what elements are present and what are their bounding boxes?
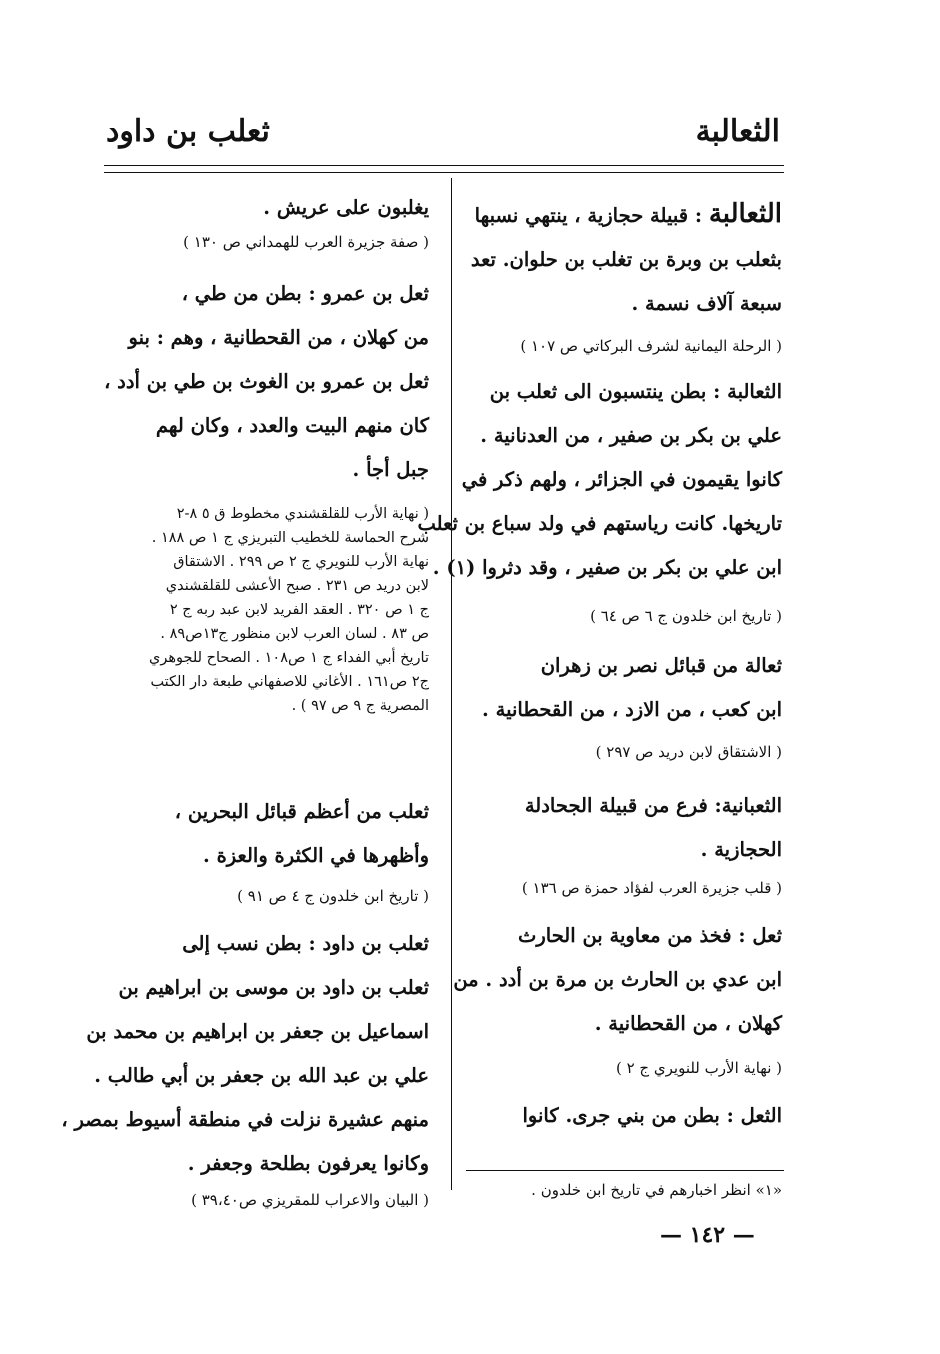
source-citation: ( نهاية الأرب للنويري ج ٢ ) (615, 1059, 782, 1077)
running-header-left: ثعلب بن داود (106, 114, 270, 149)
entry-line: سبعة آلاف نسمة . (631, 292, 782, 315)
entry-line: من كهلان ، من القحطانية ، وهم : بنو (128, 326, 429, 349)
citation-line: شرح الحماسة للخطيب التبريزي ج ١ ص ١٨٨ . (151, 530, 429, 546)
entry-line: ثعل بن عمرو : بطن من طي ، (181, 282, 429, 305)
footnote: «١» انظر اخبارهم في تاريخ ابن خلدون . (531, 1181, 782, 1199)
entry-continuation (99, 186, 429, 230)
entry-line: علي بن عبد الله بن جعفر بن أبي طالب . (94, 1064, 429, 1087)
entry-line: يغلبون على عريش . (263, 196, 429, 219)
entry-thual (453, 914, 782, 1046)
entry-title: الثعالبة (708, 199, 782, 229)
column-separator (451, 178, 452, 1190)
source-citation: ( تاريخ ابن خلدون ج ٤ ص ٩١ ) (237, 887, 429, 905)
entry-line: الثعبانية: فرع من قبيلة الجحادلة (524, 794, 782, 817)
entry-thaalab (99, 790, 429, 878)
citation-line: ( نهاية الأرب للقلقشندي مخطوط ق ٥ ٨-٢ (176, 506, 429, 522)
entry-line: وكانوا يعرفون بطلحة وجعفر . (187, 1152, 429, 1175)
source-citation: ( البيان والاعراب للمقريزي ص٣٩،٤٠ ) (191, 1191, 429, 1209)
source-citation: ( صفة جزيرة العرب للهمداني ص ١٣٠ ) (183, 233, 429, 251)
entry-line: كانوا يقيمون في الجزائر ، ولهم ذكر في (461, 468, 782, 491)
entry-line: تاريخها. كانت رياستهم في ولد سباع بن ثعلب (417, 512, 782, 535)
entry-line: كان منهم البيت والعدد ، وكان لهم (155, 414, 429, 437)
source-citation: ( قلب جزيرة العرب لفؤاد حمزة ص ١٣٦ ) (521, 879, 782, 897)
entry-line: ابن كعب ، من الازد ، من القحطانية . (482, 698, 782, 721)
citation-line: المصرية ج ٩ ص ٩٧ ) . (291, 698, 429, 714)
entry-line (462, 192, 782, 238)
entry-line: اسماعيل بن جعفر بن ابراهيم بن محمد بن (86, 1020, 429, 1043)
entry-thaabaniya (462, 784, 782, 872)
entry-line: ثعل : فخذ من معاوية بن الحارث (518, 924, 782, 947)
entry-thual-ibn-amr (99, 272, 429, 492)
citation-line: نهاية الأرب للنويري ج ٢ ص ٢٩٩ . الاشتقاق (173, 554, 429, 570)
entry-line: كهلان ، من القحطانية . (594, 1012, 782, 1035)
citation-line: لابن دريد ص ٢٣١ . صبح الأعشى للقلقشندي (165, 578, 429, 594)
citation-line: ص ٨٣ . لسان العرب لابن منظور ج١٣ص٨٩ . (160, 626, 429, 642)
entry-thuala (462, 644, 782, 732)
entry-line: ابن علي بن بكر بن صفير ، وقد دثروا (١) . (432, 556, 782, 579)
source-citation: ( الرحلة اليمانية لشرف البركاتي ص ١٠٧ ) (520, 337, 782, 355)
entry-line: ثعل بن عمرو بن الغوث بن طي بن أدد ، (104, 370, 429, 393)
entry-line: جبل أجأ . (352, 458, 429, 481)
entry-line: ثعلب بن داود : بطن نسب إلى (182, 932, 429, 955)
citation-line: ج ١ ص ٣٢٠ . العقد الفريد لابن عبد ربه ج ٢ (169, 602, 429, 618)
running-header-right: الثعالبة (695, 114, 780, 149)
entry-line: الثعل : بطن من بني جرى. كانوا (522, 1104, 782, 1127)
entry-line: ابن عدي بن الحارث بن مرة بن أدد . من (453, 968, 782, 991)
entry-thaalab-ibn-dawud (61, 922, 429, 1186)
entry-line: الحجازية . (700, 838, 782, 861)
entry-line: ثعالة من قبائل نصر بن زهران (540, 654, 782, 677)
entry-line: علي بن بكر بن صفير ، من العدنانية . (480, 424, 782, 447)
entry-al-thual (462, 1094, 782, 1138)
page-number: — ١٤٢ — (660, 1222, 755, 1248)
source-citation-list (99, 502, 429, 718)
source-citation: ( تاريخ ابن خلدون ج ٦ ص ٦٤ ) (590, 607, 782, 625)
citation-line: ج٢ ص١٦١ . الأغاني للاصفهاني طبعة دار الكتب (150, 674, 429, 690)
entry-line: ثعلب من أعظم قبائل البحرين ، (174, 800, 429, 823)
entry-thaaliba-adnan (417, 370, 782, 590)
source-citation: ( الاشتقاق لابن دريد ص ٢٩٧ ) (595, 743, 782, 761)
entry-line: بثعلب بن وبرة بن تغلب بن حلوان. تعد (470, 248, 782, 271)
entry-thaaliba-hijaz (462, 192, 782, 326)
footnote-rule (466, 1170, 784, 1171)
entry-line: منهم عشيرة نزلت في منطقة أسيوط بمصر ، (61, 1108, 429, 1131)
header-rule-bottom (104, 172, 784, 173)
header-rule-top (104, 165, 784, 166)
entry-line: وأظهرها في الكثرة والعزة . (203, 844, 429, 867)
entry-line: ثعلب بن داود بن موسى بن ابراهيم بن (118, 976, 429, 999)
citation-line: تاريخ أبي الفداء ج ١ ص١٠٨ . الصحاح للجوهري (148, 650, 429, 666)
entry-line: الثعالبة : بطن ينتسبون الى ثعلب بن (489, 380, 782, 403)
entry-text: : قبيلة حجازية ، ينتهي نسبها (474, 204, 709, 227)
